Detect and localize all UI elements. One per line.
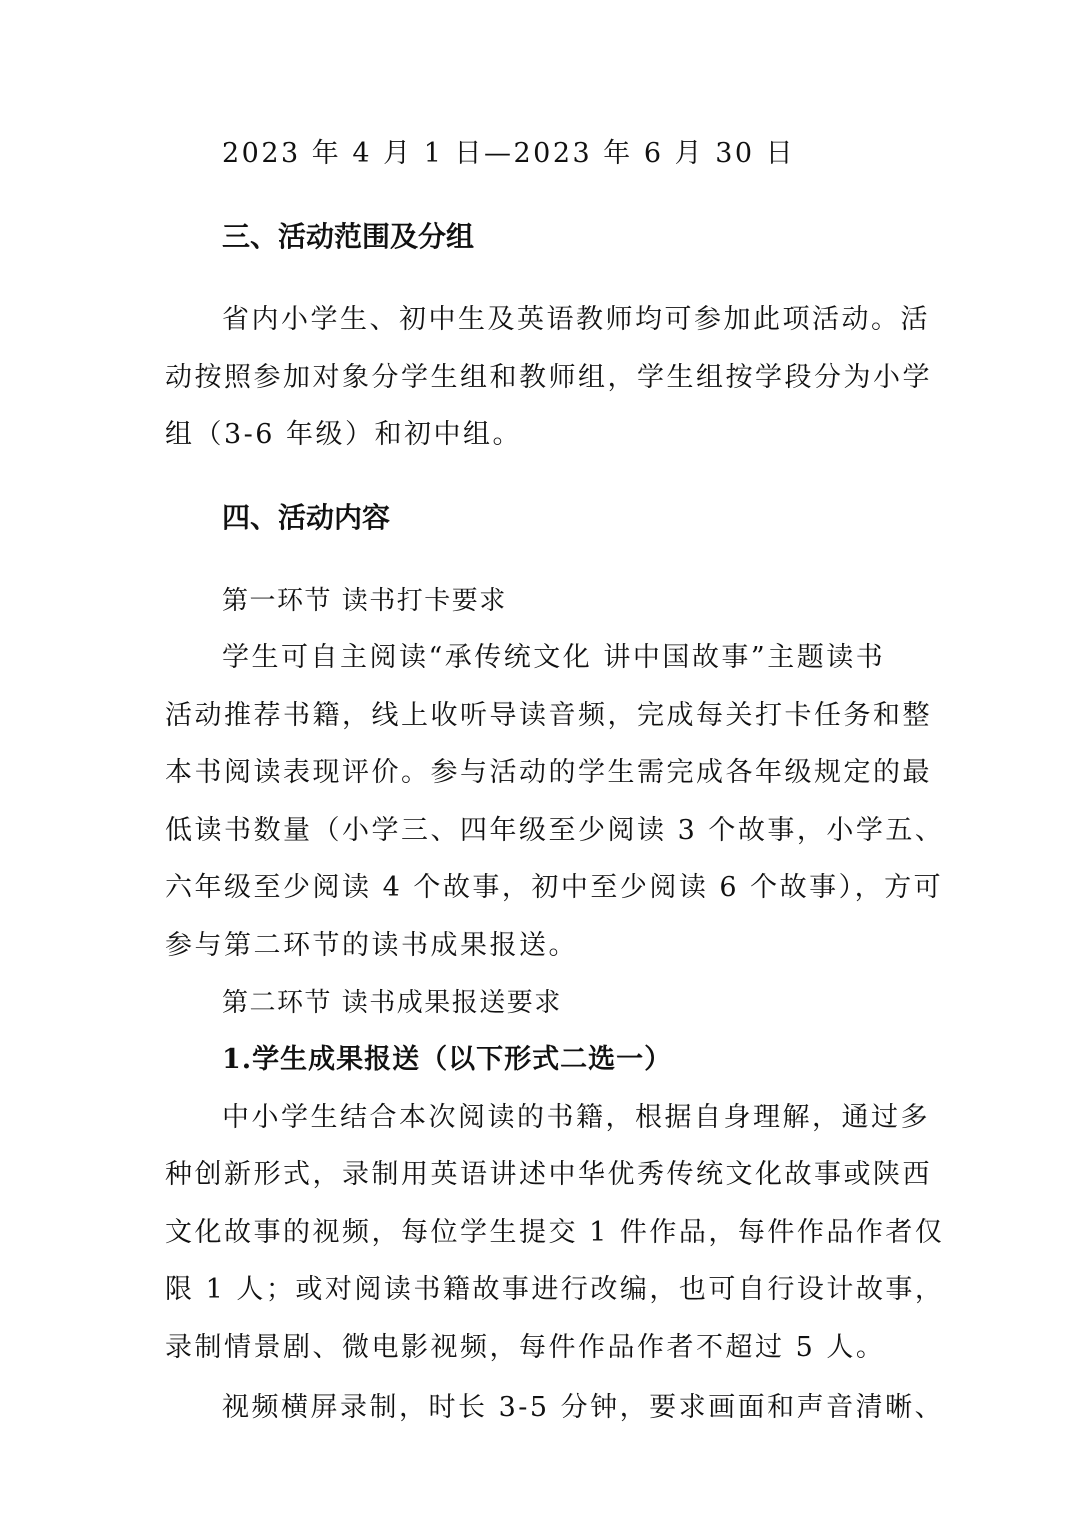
part-2-last-line: 视频横屏录制，时长 3-5 分钟，要求画面和声音清晰、	[222, 1392, 945, 1423]
section-3-line-2: 动按照参加对象分学生组和教师组，学生组按学段分为小学	[165, 362, 932, 393]
section-3-line-1: 省内小学生、初中生及英语教师均可参加此项活动。活	[222, 304, 930, 335]
date-range: 2023 年 4 月 1 日—2023 年 6 月 30 日	[222, 138, 796, 169]
part-1-line-4: 低读书数量（小学三、四年级至少阅读 3 个故事，小学五、	[165, 815, 945, 846]
part-2-line-2: 种创新形式，录制用英语讲述中华优秀传统文化故事或陕西	[165, 1159, 932, 1190]
section-3-line-3: 组（3-6 年级）和初中组。	[165, 419, 523, 450]
part-2-line-1: 中小学生结合本次阅读的书籍，根据自身理解，通过多	[222, 1102, 930, 1133]
part-1-title: 第一环节 读书打卡要求	[222, 586, 507, 616]
part-2-item-1-title: 1.学生成果报送（以下形式二选一）	[222, 1044, 673, 1075]
section-4-heading: 四、活动内容	[222, 501, 391, 534]
part-1-line-3: 本书阅读表现评价。参与活动的学生需完成各年级规定的最	[165, 757, 932, 788]
part-1-line-5: 六年级至少阅读 4 个故事，初中至少阅读 6 个故事），方可	[165, 872, 944, 903]
part-1-line-1: 学生可自主阅读“承传统文化 讲中国故事”主题读书	[222, 642, 886, 673]
part-1-line-6: 参与第二环节的读书成果报送。	[165, 930, 578, 961]
section-3-heading: 三、活动范围及分组	[222, 220, 475, 253]
part-2-line-4: 限 1 人；或对阅读书籍故事进行改编，也可自行设计故事，	[165, 1274, 945, 1305]
part-2-title: 第二环节 读书成果报送要求	[222, 988, 562, 1018]
part-2-line-5: 录制情景剧、微电影视频，每件作品作者不超过 5 人。	[165, 1332, 886, 1363]
part-1-line-2: 活动推荐书籍，线上收听导读音频，完成每关打卡任务和整	[165, 700, 932, 731]
part-2-line-3: 文化故事的视频，每位学生提交 1 件作品，每件作品作者仅	[165, 1217, 945, 1248]
